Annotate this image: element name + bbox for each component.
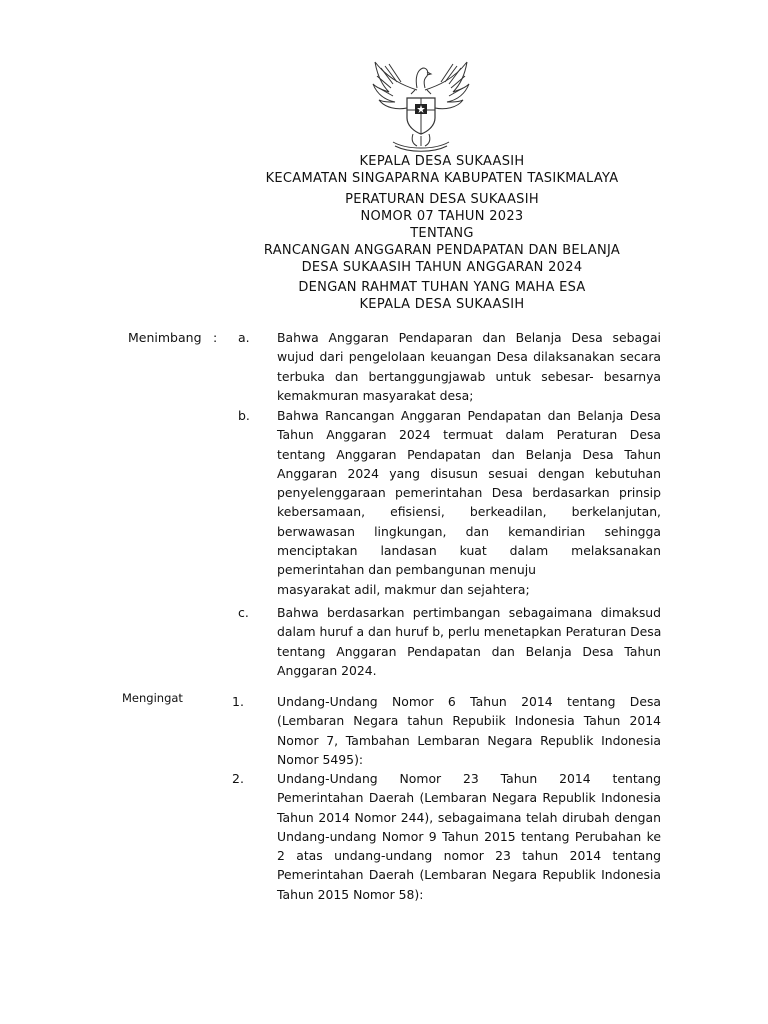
- text-line: terbuka dan bertanggungjawab untuk sebesar- besarnya: [277, 368, 661, 384]
- text-line: dalam huruf a dan huruf b, perlu menetapkan Peraturan Desa: [277, 624, 662, 640]
- header-line-2: KECAMATAN SINGAPARNA KABUPATEN TASIKMALAYA: [265, 171, 619, 186]
- menimbang-item-c: [277, 603, 661, 680]
- menimbang-item-a: [277, 328, 661, 405]
- text-line: kebersamaan, efisiensi, berkeadilan, berkelanjutan,: [277, 504, 661, 520]
- text-line: pemerintahan dan pembangunan menuju: [277, 562, 537, 578]
- menimbang-marker-a: a.: [238, 330, 250, 345]
- header-line-1: KEPALA DESA SUKAASIH: [359, 154, 525, 169]
- text-line: menciptakan landasan kuat dalam melaksanakan: [277, 543, 661, 559]
- header-line-3: PERATURAN DESA SUKAASIH: [345, 192, 539, 207]
- text-line: Tahun 2014 Nomor 244), sebagaimana telah dirubah dengan: [277, 809, 661, 825]
- header-line-4: NOMOR 07 TAHUN 2023: [360, 209, 524, 224]
- text-line: kemakmuran masyarakat desa;: [277, 387, 474, 403]
- text-line: Tahun 2015 Nomor 58):: [277, 886, 424, 902]
- mengingat-marker-1: 1.: [232, 694, 244, 709]
- text-line: masyarakat adil, makmur dan sejahtera;: [277, 581, 530, 597]
- mengingat-item-1: [277, 692, 661, 769]
- menimbang-marker-b: b.: [238, 408, 250, 423]
- text-line: Bahwa Rancangan Anggaran Pendapatan dan Belanja Desa: [277, 408, 661, 423]
- header-line-9: KEPALA DESA SUKAASIH: [359, 297, 525, 312]
- text-line: tentang Anggaran Pendapatan dan Belanja Desa Tahun: [277, 643, 661, 659]
- text-line: (Lembaran Negara tahun Repubiik Indonesia Tahun 2014: [277, 713, 661, 729]
- header-line-8: DENGAN RAHMAT TUHAN YANG MAHA ESA: [298, 280, 586, 295]
- text-line: Undang-Undang Nomor 6 Tahun 2014 tentang Desa: [277, 694, 661, 709]
- menimbang-label: Menimbang: [128, 330, 202, 345]
- header-line-6: RANCANGAN ANGGARAN PENDAPATAN DAN BELANJA: [263, 243, 621, 258]
- text-line: 2 atas undang-undang nomor 23 tahun 2014 tentang: [277, 848, 661, 864]
- header-block-3: [0, 279, 768, 313]
- text-line: Anggaran 2024 yang disusun sesuai dengan kebutuhan: [277, 465, 661, 481]
- garuda-pancasila-emblem-icon: [367, 54, 475, 154]
- text-line: Pemerintahan Daerah (Lembaran Negara Republik Indonesia: [277, 867, 661, 883]
- text-line: Tahun Anggaran 2024 termuat dalam Peraturan Desa: [277, 427, 661, 443]
- text-line: penyelenggaraan pemerintahan Desa berdasarkan prinsip: [277, 485, 661, 501]
- text-line: Undang-Undang Nomor 23 Tahun 2014 tentang: [277, 771, 661, 786]
- header-block-2: [0, 191, 768, 276]
- header-line-7: DESA SUKAASIH TAHUN ANGGARAN 2024: [301, 260, 583, 275]
- text-line: wujud dari pengelolaan keuangan Desa dilaksanakan secara: [277, 349, 661, 365]
- text-line: Bahwa berdasarkan pertimbangan sebagaimana dimaksud: [277, 605, 661, 620]
- mengingat-item-2: [277, 769, 661, 904]
- menimbang-marker-c: c.: [238, 605, 249, 620]
- text-line: Nomor 5495):: [277, 751, 364, 767]
- text-line: Nomor 7, Tambahan Lembaran Negara Republik Indonesia: [277, 732, 661, 748]
- mengingat-marker-2: 2.: [232, 771, 244, 786]
- menimbang-colon: :: [213, 330, 218, 345]
- menimbang-item-b: [277, 406, 661, 599]
- text-line: Anggaran 2024.: [277, 662, 377, 678]
- text-line: Bahwa Anggaran Pendaparan dan Belanja Desa sebagai: [277, 330, 661, 345]
- mengingat-label: Mengingat: [122, 691, 183, 705]
- text-line: Pemerintahan Daerah (Lembaran Negara Republik Indonesia: [277, 790, 661, 806]
- text-line: berwawasan lingkungan, dan kemandirian sehingga: [277, 523, 661, 539]
- header-line-5: TENTANG: [410, 226, 474, 241]
- header-block-1: [0, 153, 768, 187]
- text-line: Undang-undang Nomor 9 Tahun 2015 tentang Perubahan ke: [277, 828, 661, 844]
- text-line: tentang Anggaran Pendapatan dan Belanja Desa Tahun: [277, 446, 661, 462]
